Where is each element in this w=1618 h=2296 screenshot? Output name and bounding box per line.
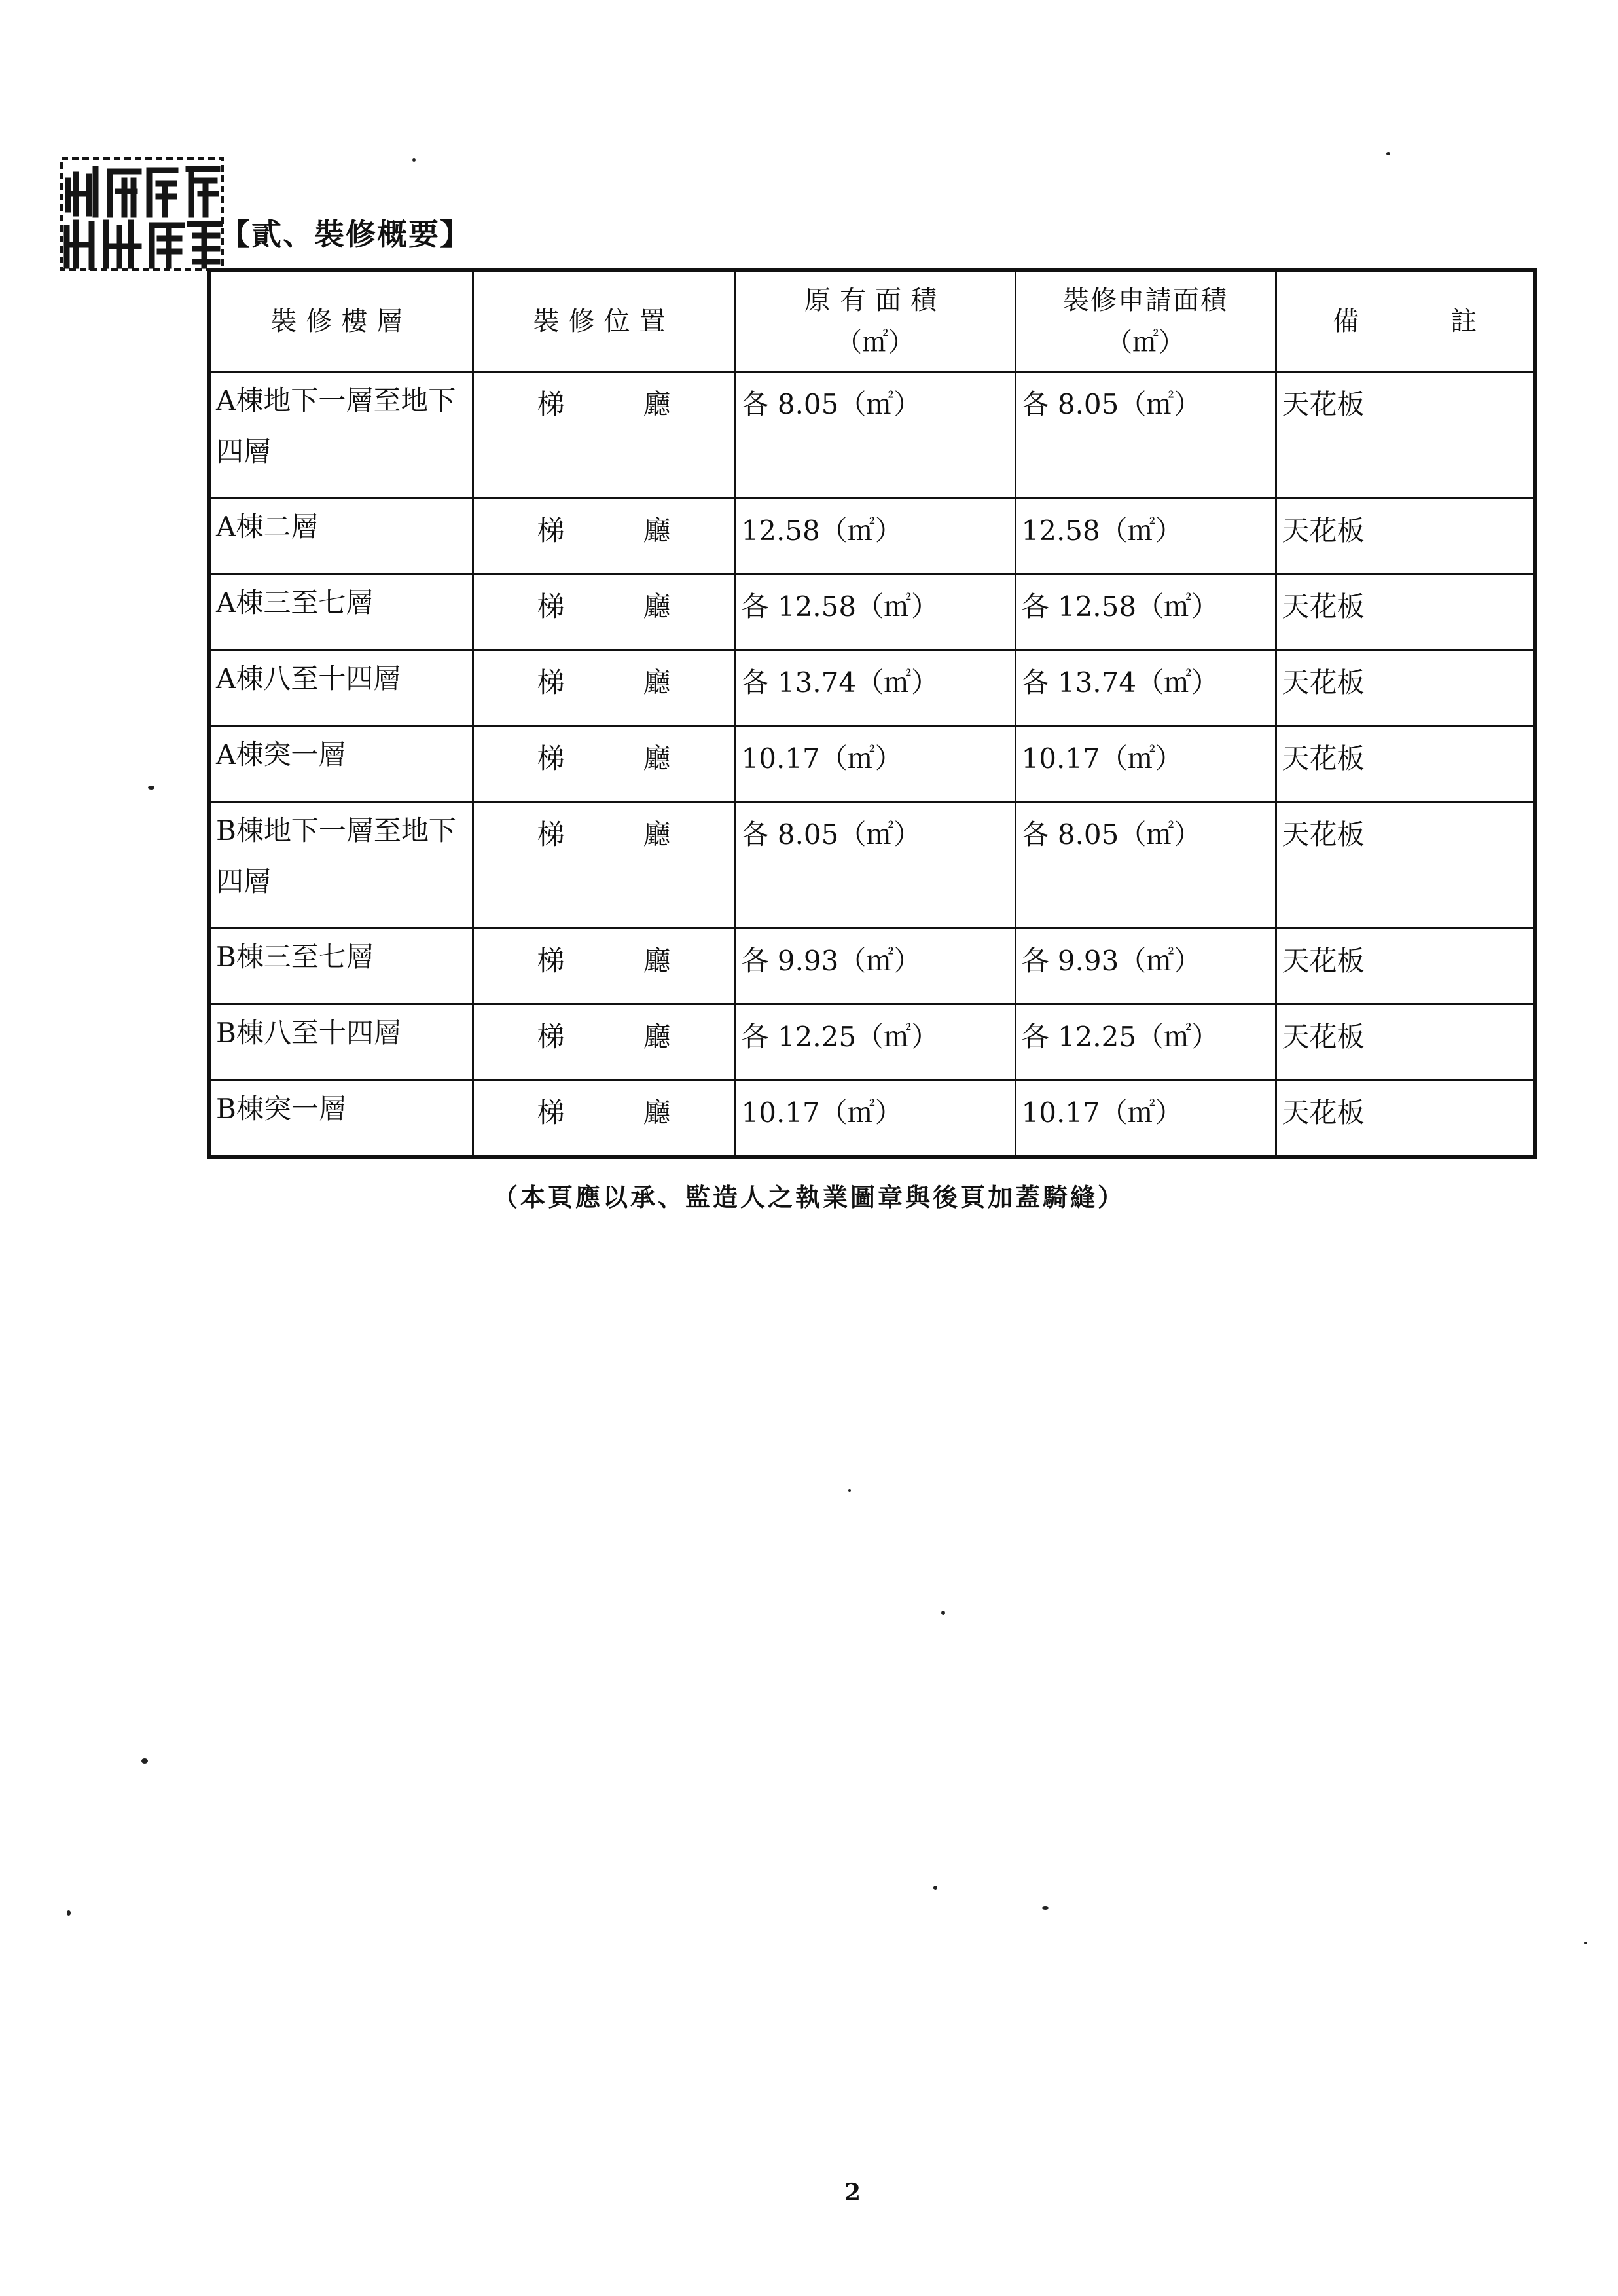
cell-position	[473, 928, 735, 1004]
cell-applied-area: 各 8.05（㎡）	[1015, 802, 1276, 928]
cell-position	[473, 498, 735, 574]
scan-speck	[412, 158, 416, 162]
cell-floor: A棟突一層	[209, 726, 473, 802]
cell-applied-area: 10.17（㎡）	[1015, 1080, 1276, 1157]
cell-original-area: 各 8.05（㎡）	[735, 372, 1015, 498]
cell-remark: 天花板	[1276, 802, 1535, 928]
header-applied-area-unit: （㎡）	[1106, 327, 1185, 357]
cell-floor: A棟三至七層	[209, 574, 473, 650]
header-applied-area-label: 裝修申請面積	[1063, 285, 1228, 316]
header-original-area-unit: （㎡）	[836, 327, 914, 357]
table-row	[209, 498, 1535, 574]
cell-position	[473, 1080, 735, 1157]
page-number: 2	[844, 2179, 861, 2206]
cell-original-area: 各 8.05（㎡）	[735, 802, 1015, 928]
header-remark-char-2: 註	[1450, 306, 1477, 337]
cell-applied-area: 12.58（㎡）	[1015, 498, 1276, 574]
header-position: 裝修位置	[473, 270, 735, 372]
cell-floor: A棟八至十四層	[209, 650, 473, 726]
scan-speck	[1042, 1906, 1049, 1910]
scan-speck	[1584, 1942, 1587, 1944]
header-remark	[1276, 270, 1535, 372]
cell-position-char-1: 梯	[537, 1097, 565, 1129]
cell-original-area: 12.58（㎡）	[735, 498, 1015, 574]
table-row	[209, 1080, 1535, 1157]
cell-position	[473, 1004, 735, 1080]
cell-applied-area: 各 12.58（㎡）	[1015, 574, 1276, 650]
scan-speck	[941, 1611, 945, 1615]
cell-position-char-2: 廳	[643, 388, 671, 420]
cell-floor: B棟突一層	[209, 1080, 473, 1157]
cell-applied-area: 10.17（㎡）	[1015, 726, 1276, 802]
footnote: （本頁應以承、監造人之執業圖章與後頁加蓋騎縫）	[492, 1182, 1125, 1212]
scan-speck	[848, 1489, 851, 1492]
cell-position-char-2: 廳	[643, 818, 671, 850]
cell-position-char-2: 廳	[643, 591, 671, 623]
cell-position-char-1: 梯	[537, 742, 565, 774]
cell-remark: 天花板	[1276, 498, 1535, 574]
cell-position-char-1: 梯	[537, 388, 565, 420]
cell-applied-area: 各 8.05（㎡）	[1015, 372, 1276, 498]
cell-floor: B棟地下一層至地下四層	[209, 802, 473, 928]
cell-remark: 天花板	[1276, 1004, 1535, 1080]
cell-original-area: 各 13.74（㎡）	[735, 650, 1015, 726]
table-row	[209, 928, 1535, 1004]
cell-position-char-1: 梯	[537, 818, 565, 850]
header-remark-char-1: 備	[1333, 306, 1359, 337]
cell-floor: B棟三至七層	[209, 928, 473, 1004]
cell-position-char-1: 梯	[537, 666, 565, 699]
cell-position-char-1: 梯	[537, 1021, 565, 1053]
scan-speck	[148, 786, 154, 790]
seal-stamp-icon	[60, 155, 224, 272]
cell-remark: 天花板	[1276, 574, 1535, 650]
cell-position-char-2: 廳	[643, 945, 671, 977]
cell-remark: 天花板	[1276, 726, 1535, 802]
cell-original-area: 各 9.93（㎡）	[735, 928, 1015, 1004]
cell-position-char-2: 廳	[643, 515, 671, 547]
cell-applied-area: 各 13.74（㎡）	[1015, 650, 1276, 726]
cell-applied-area: 各 12.25（㎡）	[1015, 1004, 1276, 1080]
cell-position-char-2: 廳	[643, 1097, 671, 1129]
cell-remark: 天花板	[1276, 928, 1535, 1004]
scan-speck	[933, 1886, 937, 1890]
cell-remark: 天花板	[1276, 650, 1535, 726]
cell-position-char-1: 梯	[537, 515, 565, 547]
cell-original-area: 各 12.58（㎡）	[735, 574, 1015, 650]
cell-position	[473, 650, 735, 726]
table-row	[209, 650, 1535, 726]
table-row	[209, 802, 1535, 928]
cell-floor: B棟八至十四層	[209, 1004, 473, 1080]
table-row	[209, 574, 1535, 650]
scan-speck	[141, 1758, 148, 1764]
scan-speck	[1386, 152, 1390, 155]
section-title: 【貳、裝修概要】	[220, 217, 471, 252]
cell-floor: A棟二層	[209, 498, 473, 574]
cell-remark: 天花板	[1276, 1080, 1535, 1157]
header-floor: 裝修樓層	[209, 270, 473, 372]
table-row	[209, 1004, 1535, 1080]
cell-original-area: 各 12.25（㎡）	[735, 1004, 1015, 1080]
table-row	[209, 372, 1535, 498]
cell-position-char-1: 梯	[537, 945, 565, 977]
header-original-area-label: 原有面積	[804, 285, 946, 316]
cell-original-area: 10.17（㎡）	[735, 726, 1015, 802]
header-original-area	[735, 270, 1015, 372]
cell-position	[473, 726, 735, 802]
cell-position	[473, 372, 735, 498]
cell-position	[473, 802, 735, 928]
cell-applied-area: 各 9.93（㎡）	[1015, 928, 1276, 1004]
header-applied-area	[1015, 270, 1276, 372]
cell-position-char-2: 廳	[643, 1021, 671, 1053]
cell-original-area: 10.17（㎡）	[735, 1080, 1015, 1157]
cell-floor: A棟地下一層至地下四層	[209, 372, 473, 498]
cell-position-char-1: 梯	[537, 591, 565, 623]
cell-position-char-2: 廳	[643, 666, 671, 699]
table-row	[209, 726, 1535, 802]
cell-position-char-2: 廳	[643, 742, 671, 774]
cell-remark: 天花板	[1276, 372, 1535, 498]
cell-position	[473, 574, 735, 650]
renovation-summary-table	[207, 268, 1537, 1159]
scan-speck	[67, 1910, 71, 1916]
table-header-row	[209, 270, 1535, 372]
